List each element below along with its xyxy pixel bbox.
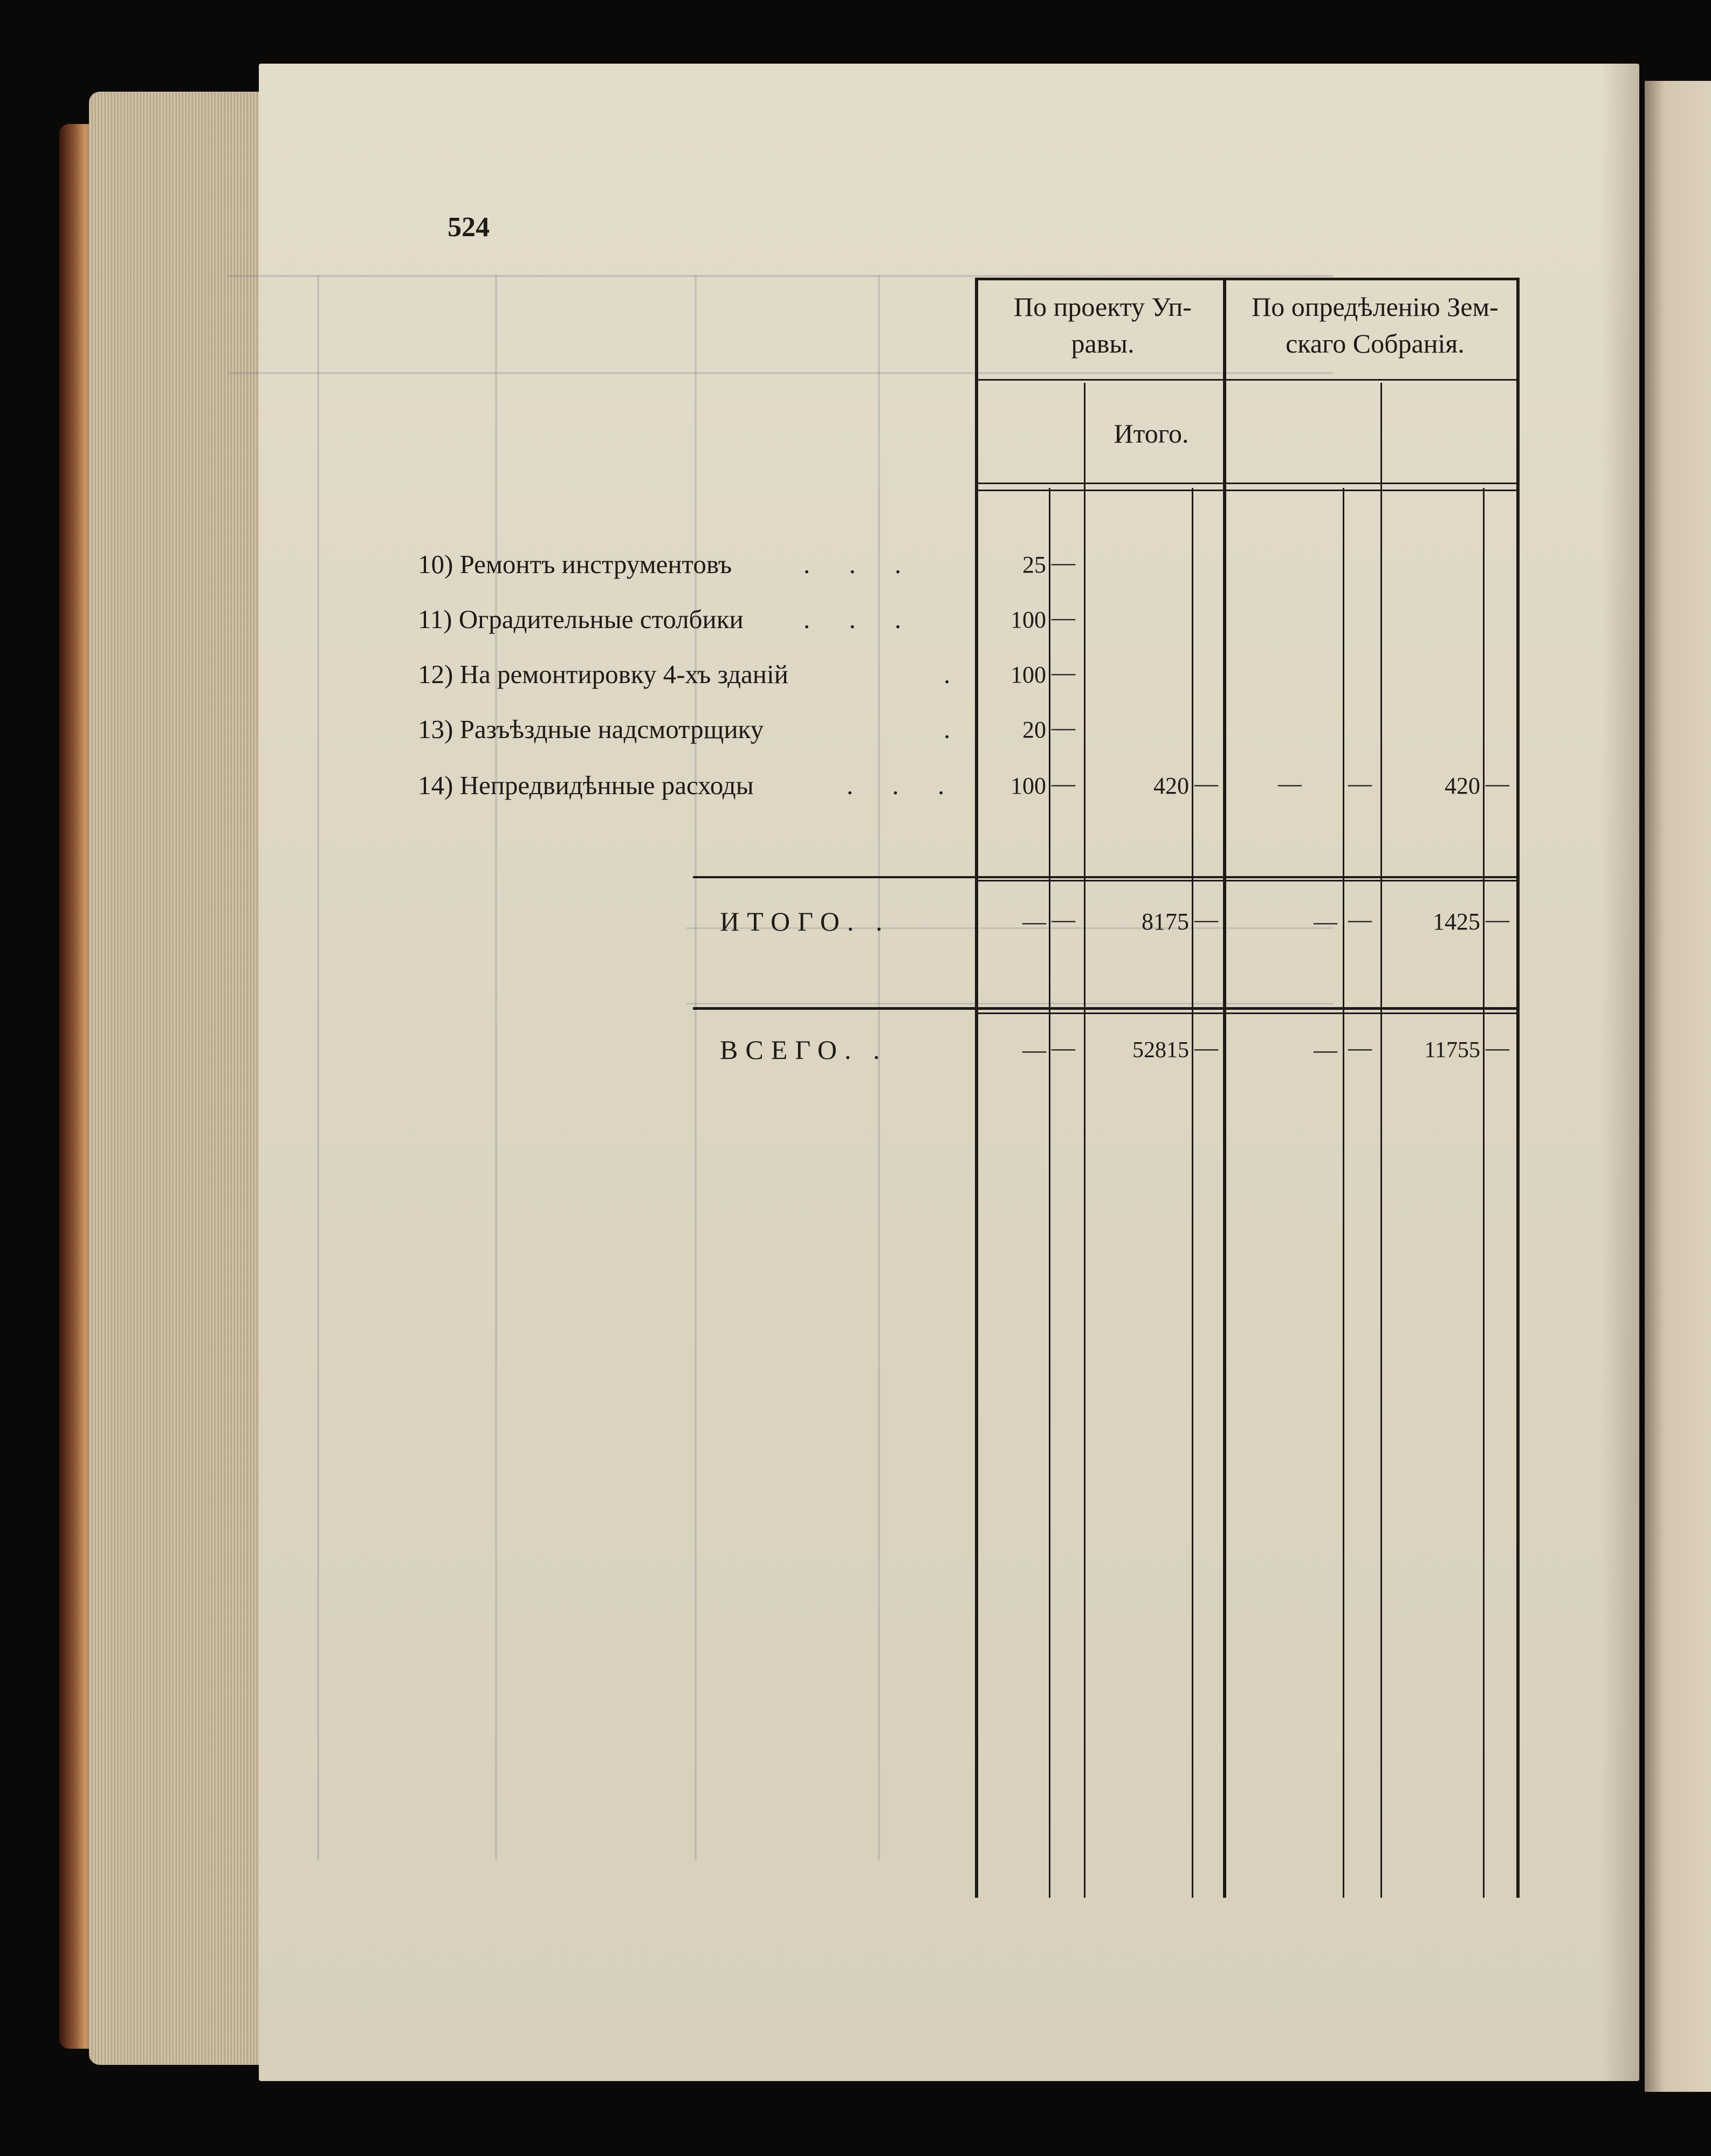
book-page [259, 64, 1639, 2081]
row-dash: — [1052, 659, 1075, 686]
rule-vsego-top [693, 1007, 1520, 1010]
rule-kop-3 [1343, 488, 1344, 1898]
row-leader: . [944, 659, 967, 689]
rule-header-1 [975, 379, 1520, 381]
page-edges [89, 92, 267, 2065]
row-dash: — [1348, 1035, 1372, 1061]
row-uprava-value: 25 [1022, 552, 1046, 578]
row-label: 14) Непредвидѣнные расходы [418, 770, 754, 800]
row-label: 11) Оградительные столбики [418, 604, 744, 634]
rule-header-2 [975, 483, 1520, 484]
rule-sub-2 [1380, 383, 1382, 1898]
rule-vsego-second [975, 1012, 1520, 1014]
row-dash: — [1052, 906, 1075, 933]
row-dash: — [1348, 770, 1372, 797]
itogo-uprava: — [1022, 908, 1046, 935]
row-uprava-total: 420 [1153, 773, 1189, 799]
row-dash: — [1052, 604, 1075, 631]
row-dash: — [1486, 1035, 1509, 1061]
vsego-sobranie: — [1314, 1037, 1337, 1063]
rule-sub-1 [1084, 383, 1085, 1898]
rule-header-3 [975, 490, 1520, 491]
row-sobranie-total: 420 [1445, 773, 1480, 799]
rule-top [975, 278, 1520, 280]
row-uprava-value: 100 [1011, 773, 1046, 799]
header-uprava: По проекту Уп- равы. [1014, 292, 1192, 359]
rule-right [1516, 278, 1520, 1898]
rule-itogo-top [693, 876, 1520, 878]
rule-mid [1223, 278, 1226, 1898]
row-leader: . [944, 714, 967, 744]
row-dash: — [1278, 770, 1302, 797]
header-sobranie: По опредѣленію Зем- скаго Собранія. [1252, 292, 1499, 359]
itogo-uprava-total: 8175 [1142, 908, 1189, 935]
row-dash: — [1194, 906, 1218, 933]
itogo-sobranie: — [1314, 908, 1337, 935]
row-dash: — [1052, 549, 1075, 576]
rule-kop-2 [1192, 488, 1193, 1898]
row-leader: . . . [803, 604, 918, 634]
row-leader: . . . [847, 770, 961, 800]
row-dash: — [1194, 1035, 1218, 1061]
row-uprava-value: 100 [1011, 607, 1046, 633]
row-leader: . . . [803, 549, 918, 579]
row-label: 13) Разъѣздные надсмотрщику [418, 714, 764, 744]
row-label: 10) Ремонтъ инструментовъ [418, 549, 732, 579]
row-uprava-value: 100 [1011, 662, 1046, 688]
itogo-label: ИТОГО. . [720, 906, 890, 936]
row-label: 12) На ремонтировку 4-хъ зданій [418, 659, 788, 689]
row-dash: — [1486, 906, 1509, 933]
row-dash: — [1486, 770, 1509, 797]
header-itogo: Итого. [1114, 418, 1189, 449]
row-uprava-value: 20 [1022, 717, 1046, 743]
facing-page [1645, 81, 1711, 2092]
row-dash: — [1194, 770, 1218, 797]
row-dash: — [1052, 714, 1075, 741]
page-number: 524 [448, 212, 490, 243]
row-dash: — [1052, 1035, 1075, 1061]
vsego-label: ВСЕГО. . [720, 1035, 888, 1065]
rule-itogo-right [975, 880, 1520, 881]
rule-kop-1 [1049, 488, 1050, 1898]
row-dash: — [1052, 770, 1075, 797]
vsego-uprava: — [1022, 1037, 1046, 1063]
itogo-sobranie-total: 1425 [1433, 908, 1480, 935]
rule-kop-4 [1483, 488, 1485, 1898]
rule-left [975, 278, 978, 1898]
row-dash: — [1348, 906, 1372, 933]
vsego-uprava-total: 52815 [1132, 1038, 1189, 1063]
vsego-sobranie-total: 11755 [1424, 1038, 1480, 1063]
